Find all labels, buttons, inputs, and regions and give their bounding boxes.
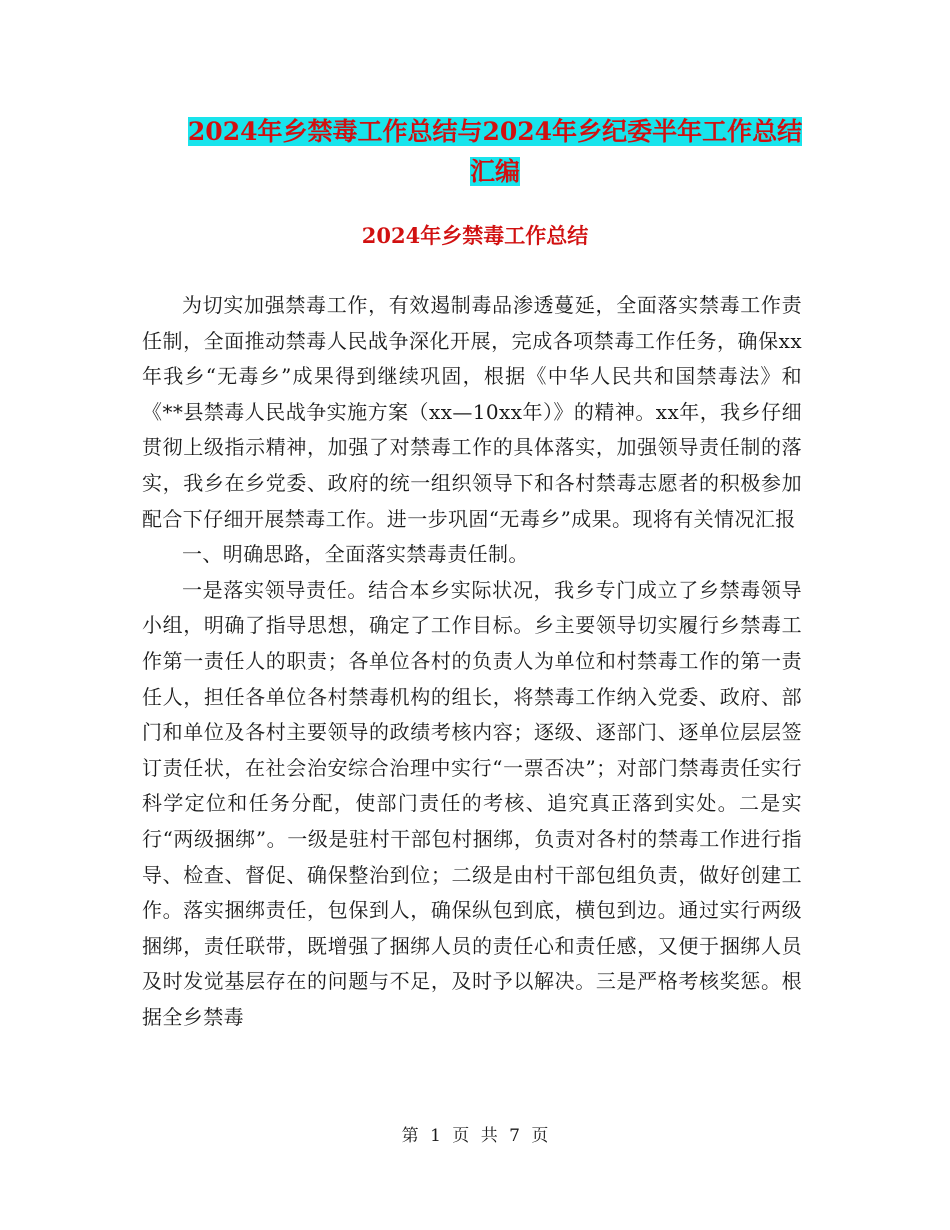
document-title-line2: 汇编: [469, 157, 520, 186]
section-title: 2024年乡禁毒工作总结: [361, 223, 589, 248]
paragraph-heading-1: 一、明确思路，全面落实禁毒责任制。: [182, 542, 529, 567]
document-body: [142, 288, 802, 1035]
paragraph-responsibility: 一是落实领导责任。结合本乡实际状况，我乡专门成立了乡禁毒领导小组，明确了指导思想，确定了工作目标。乡主要领导切实履行乡禁毒工作第一责任人的职责；各单位各村的负责人为单位和村禁毒工作的第一责任人，担任各单位各村禁毒机构的组长，将禁毒工作纳入党委、政府、部门和单位及各村主要领导的政绩考核内容；逐级、逐部门、逐单位层层签订责任状，在社会治安综合治理中实行“一票否决”；对部门禁毒责任实行科学定位和任务分配，使部门责任的考核、追究真正落到实处。二是实行“两级捆绑”。一级是驻村干部包村捆绑，负责对各村的禁毒工作进行指导、检查、督促、确保整治到位；二级是由村干部包组负责，做好创建工作。落实捆绑责任，包保到人，确保纵包到底，横包到边。通过实行两级捆绑，责任联带，既增强了捆绑人员的责任心和责任感，又便于捆绑人员及时发觉基层存在的问题与不足，及时予以解决。三是严格考核奖惩。根据全乡禁毒: [142, 577, 802, 1029]
page-number-footer: 第 1 页 共 7 页: [401, 1126, 549, 1146]
document-title: [140, 112, 850, 192]
paragraph-intro: 为切实加强禁毒工作，有效遏制毒品渗透蔓延，全面落实禁毒工作责任制，全面推动禁毒人民战争深化开展，完成各项禁毒工作任务，确保xx年我乡“无毒乡”成果得到继续巩固，根据《中华人民共和国禁毒法》和《**县禁毒人民战争实施方案（xx—10xx年）》的精神。xx年，我乡仔细贯彻上级指示精神，加强了对禁毒工作的具体落实，加强领导责任制的落实，我乡在乡党委、政府的统一组织领导下和各村禁毒志愿者的积极参加配合下仔细开展禁毒工作。进一步巩固“无毒乡”成果。现将有关情况汇报: [142, 293, 802, 531]
document-title-line1: 2024年乡禁毒工作总结与2024年乡纪委半年工作总结: [187, 117, 803, 146]
